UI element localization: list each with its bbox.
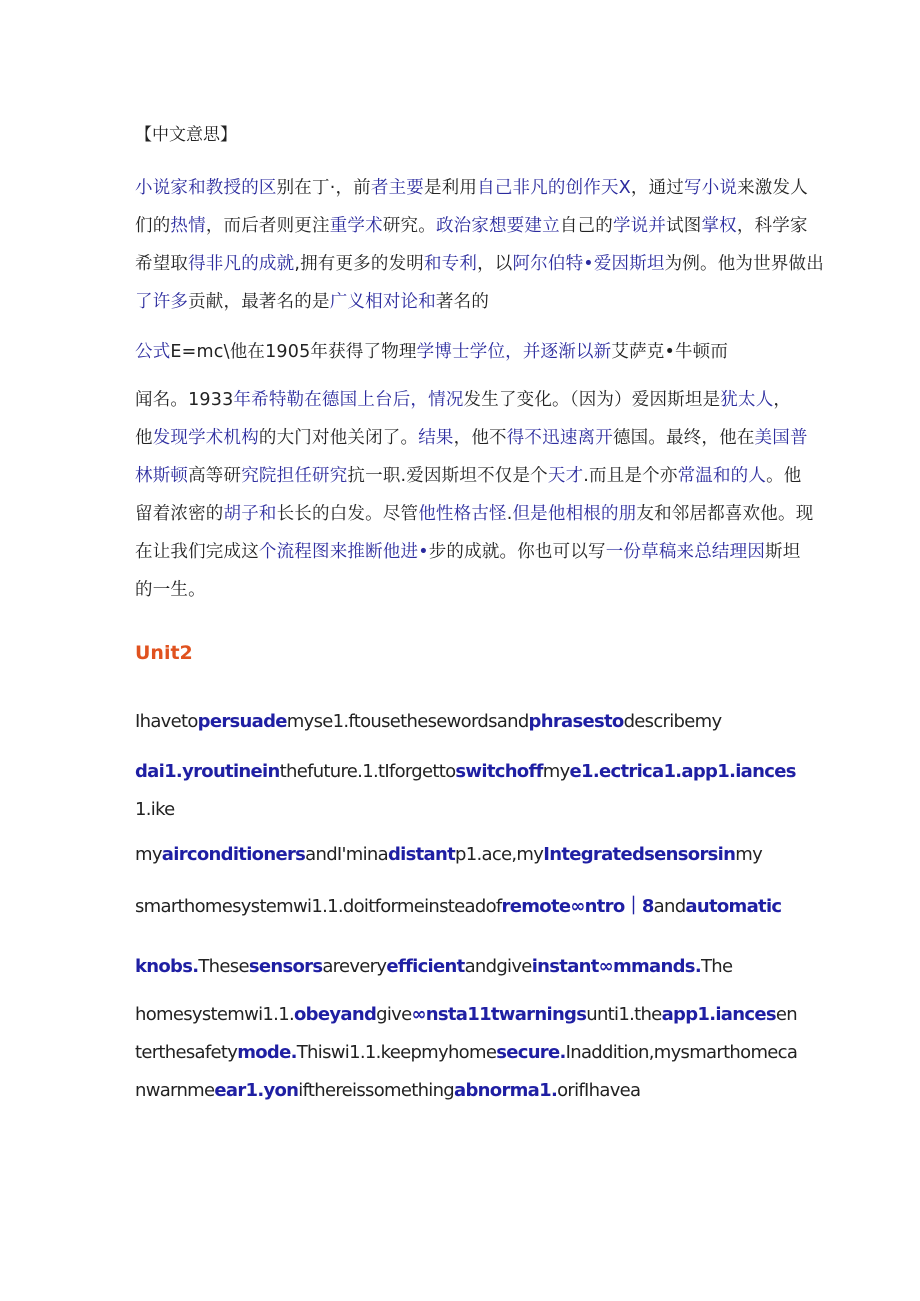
- highlighted-text: dai1.yroutinein: [135, 761, 280, 782]
- highlighted-text: 小说家和教授的区: [135, 178, 277, 198]
- highlighted-text: automatic: [685, 896, 782, 917]
- text-run: unti1.the: [586, 1004, 662, 1025]
- highlighted-text: ∞nsta11twarnings: [411, 1004, 587, 1025]
- text-run: andI'mina: [305, 844, 388, 865]
- highlighted-text: efficient: [386, 956, 465, 977]
- highlighted-text: 他性格古怪: [418, 504, 507, 524]
- highlighted-text: 年希特勒在德国上台后，情况: [233, 390, 464, 410]
- en-line: [135, 1003, 795, 1027]
- highlighted-text: 发现学术机构: [152, 428, 259, 448]
- cn-line: [135, 502, 814, 526]
- text-run: my: [735, 844, 763, 865]
- highlighted-text: abnorma1.: [454, 1080, 558, 1101]
- highlighted-text: remote∞ntro｜8: [501, 896, 654, 917]
- text-run: thefuture.1.tIforgetto: [279, 761, 456, 782]
- highlighted-text: secure.: [496, 1042, 566, 1063]
- text-run: andgive: [464, 956, 532, 977]
- en-line: [135, 1041, 798, 1065]
- en-line: [135, 798, 795, 822]
- highlighted-text: 个流程图来推断他进•: [258, 542, 429, 562]
- text-run: terthesafety: [135, 1042, 238, 1063]
- text-run: my: [542, 761, 570, 782]
- highlighted-text: 常温和的人: [677, 466, 767, 486]
- highlighted-text: 公式: [135, 342, 171, 362]
- text-run: myse1.ftousethesewordsand: [286, 711, 529, 732]
- text-run: ，通过: [630, 178, 684, 198]
- text-run: 友和邻居都喜欢他。现: [636, 504, 814, 524]
- text-run: p1.ace,my: [455, 844, 544, 865]
- highlighted-text: 学说并: [612, 216, 667, 236]
- highlighted-text: 政治家想要建立: [435, 216, 560, 236]
- highlighted-text: 天才: [547, 466, 584, 486]
- highlighted-text: switchoff: [455, 761, 543, 782]
- text-run: 留着浓密的: [135, 504, 224, 524]
- text-run: 步的成就。你也可以写: [428, 542, 606, 562]
- highlighted-text: persuade: [197, 711, 287, 732]
- text-run: 试图: [666, 216, 702, 236]
- highlighted-text: 一份草稿来总结理因: [605, 542, 766, 562]
- text-run: 们的: [135, 216, 171, 236]
- text-run: ，他不: [453, 428, 507, 448]
- text-run: 。他: [766, 466, 802, 486]
- cn-line: [135, 426, 808, 450]
- section-label: 【中文意思】: [135, 125, 237, 145]
- text-run: 抗一职.爱因斯坦不仅是个: [347, 466, 548, 486]
- en-line: [135, 895, 795, 919]
- highlighted-text: 林斯顿: [135, 466, 189, 486]
- unit-heading: Unit2: [135, 642, 193, 664]
- cn-line: [135, 464, 802, 488]
- highlighted-text: 广义相对论和: [329, 292, 436, 312]
- highlighted-text: 重学术: [329, 216, 383, 236]
- text-run: 别在丁·，前: [276, 178, 371, 198]
- text-run: 希望取: [135, 254, 189, 274]
- en-line: [135, 843, 795, 867]
- text-run: 的大门对他关闭了。: [258, 428, 419, 448]
- text-run: Ihaveto: [135, 711, 198, 732]
- text-run: 德国。最终，他在: [612, 428, 755, 448]
- highlighted-text: 学博士学位，并逐渐以新: [416, 342, 612, 362]
- text-run: 高等研: [188, 466, 242, 486]
- highlighted-text: e1.ectrica1.app1.iances: [569, 761, 796, 782]
- text-run: 著名的: [435, 292, 490, 312]
- text-run: orifIhavea: [557, 1080, 641, 1101]
- highlighted-text: 结果: [418, 428, 454, 448]
- highlighted-text: Integratedsensorsin: [543, 844, 736, 865]
- text-run: 斯坦: [765, 542, 801, 562]
- highlighted-text: 究院担任研究: [241, 466, 348, 486]
- highlighted-text: 自己非凡的创作天X: [477, 178, 631, 198]
- cn-line: [135, 540, 801, 564]
- text-run: E=mc\他在1905年获得了物理: [170, 342, 417, 362]
- cn-line: [135, 290, 795, 314]
- text-run: 1.ike: [135, 799, 175, 820]
- highlighted-text: instant∞mmands.: [531, 956, 701, 977]
- highlighted-text: sensors: [248, 956, 323, 977]
- text-run: and: [653, 896, 686, 917]
- text-run: .而且是个亦: [583, 466, 678, 486]
- highlighted-text: 得不迅速离开: [506, 428, 613, 448]
- text-run: ，科学家: [736, 216, 808, 236]
- text-run: 的一生。: [135, 580, 206, 600]
- text-run: 艾萨克•牛顿而: [611, 342, 729, 362]
- highlighted-text: 掌权: [701, 216, 737, 236]
- highlighted-text: 阿尔伯特•爱因斯坦: [512, 254, 665, 274]
- highlighted-text: 犹太人: [720, 390, 774, 410]
- highlighted-text: 得非凡的成就: [188, 254, 295, 274]
- text-run: 研究。: [382, 216, 436, 236]
- text-run: my: [135, 844, 162, 865]
- text-run: Inaddition,mysmarthomeca: [565, 1042, 798, 1063]
- highlighted-text: distant: [387, 844, 455, 865]
- cn-line: [135, 176, 808, 200]
- en-line: [135, 710, 795, 734]
- cn-line: [135, 578, 795, 602]
- text-run: .: [506, 504, 513, 524]
- text-run: nwarnme: [135, 1080, 215, 1101]
- en-line: [135, 760, 795, 784]
- highlighted-text: 了许多: [135, 292, 189, 312]
- text-run: 来激发人: [737, 178, 808, 198]
- highlighted-text: knobs.: [135, 956, 199, 977]
- text-run: arevery: [322, 956, 387, 977]
- highlighted-text: 但是他相根的朋: [512, 504, 637, 524]
- text-run: 自己的: [559, 216, 613, 236]
- cn-line: [135, 340, 795, 364]
- text-run: en: [775, 1004, 797, 1025]
- text-run: Thiswi1.1.keepmyhome: [296, 1042, 497, 1063]
- highlighted-text: phrasesto: [528, 711, 624, 732]
- text-run: ，: [773, 390, 792, 410]
- cn-line: [135, 214, 808, 238]
- highlighted-text: 写小说: [684, 178, 738, 198]
- highlighted-text: mode.: [237, 1042, 297, 1063]
- highlighted-text: app1.iances: [661, 1004, 776, 1025]
- text-run: The: [700, 956, 733, 977]
- text-run: 发生了变化。（因为）爱因斯坦是: [463, 390, 721, 410]
- en-line: [135, 1079, 795, 1103]
- text-run: ，而后者则更注: [205, 216, 330, 236]
- text-run: ifthereissomething: [298, 1080, 455, 1101]
- cn-line: [135, 388, 795, 412]
- highlighted-text: 者主要: [370, 178, 424, 198]
- text-run: These: [198, 956, 249, 977]
- text-run: smarthomesystemwi1.1.doitformeinsteadof: [135, 896, 502, 917]
- highlighted-text: 胡子和: [223, 504, 277, 524]
- text-run: 为例。他为世界做出: [664, 254, 824, 274]
- highlighted-text: airconditioners: [161, 844, 306, 865]
- text-run: 闻名。1933: [135, 390, 234, 410]
- text-run: 是利用: [423, 178, 478, 198]
- text-run: 他: [135, 428, 153, 448]
- highlighted-text: 热情: [170, 216, 206, 236]
- text-run: ，以: [477, 254, 513, 274]
- en-line: [135, 955, 795, 979]
- cn-line: [135, 252, 824, 276]
- text-run: ,拥有更多的发明: [294, 254, 424, 274]
- text-run: 贡献，最著名的是: [188, 292, 330, 312]
- text-run: give: [376, 1004, 412, 1025]
- highlighted-text: ear1.yon: [214, 1080, 299, 1101]
- text-run: 在让我们完成这: [135, 542, 259, 562]
- text-run: homesystemwi1.1.: [135, 1004, 294, 1025]
- text-run: 长长的白发。尽管: [276, 504, 419, 524]
- highlighted-text: 和专利: [423, 254, 478, 274]
- highlighted-text: 美国普: [754, 428, 808, 448]
- highlighted-text: obeyand: [293, 1004, 377, 1025]
- text-run: describemy: [623, 711, 722, 732]
